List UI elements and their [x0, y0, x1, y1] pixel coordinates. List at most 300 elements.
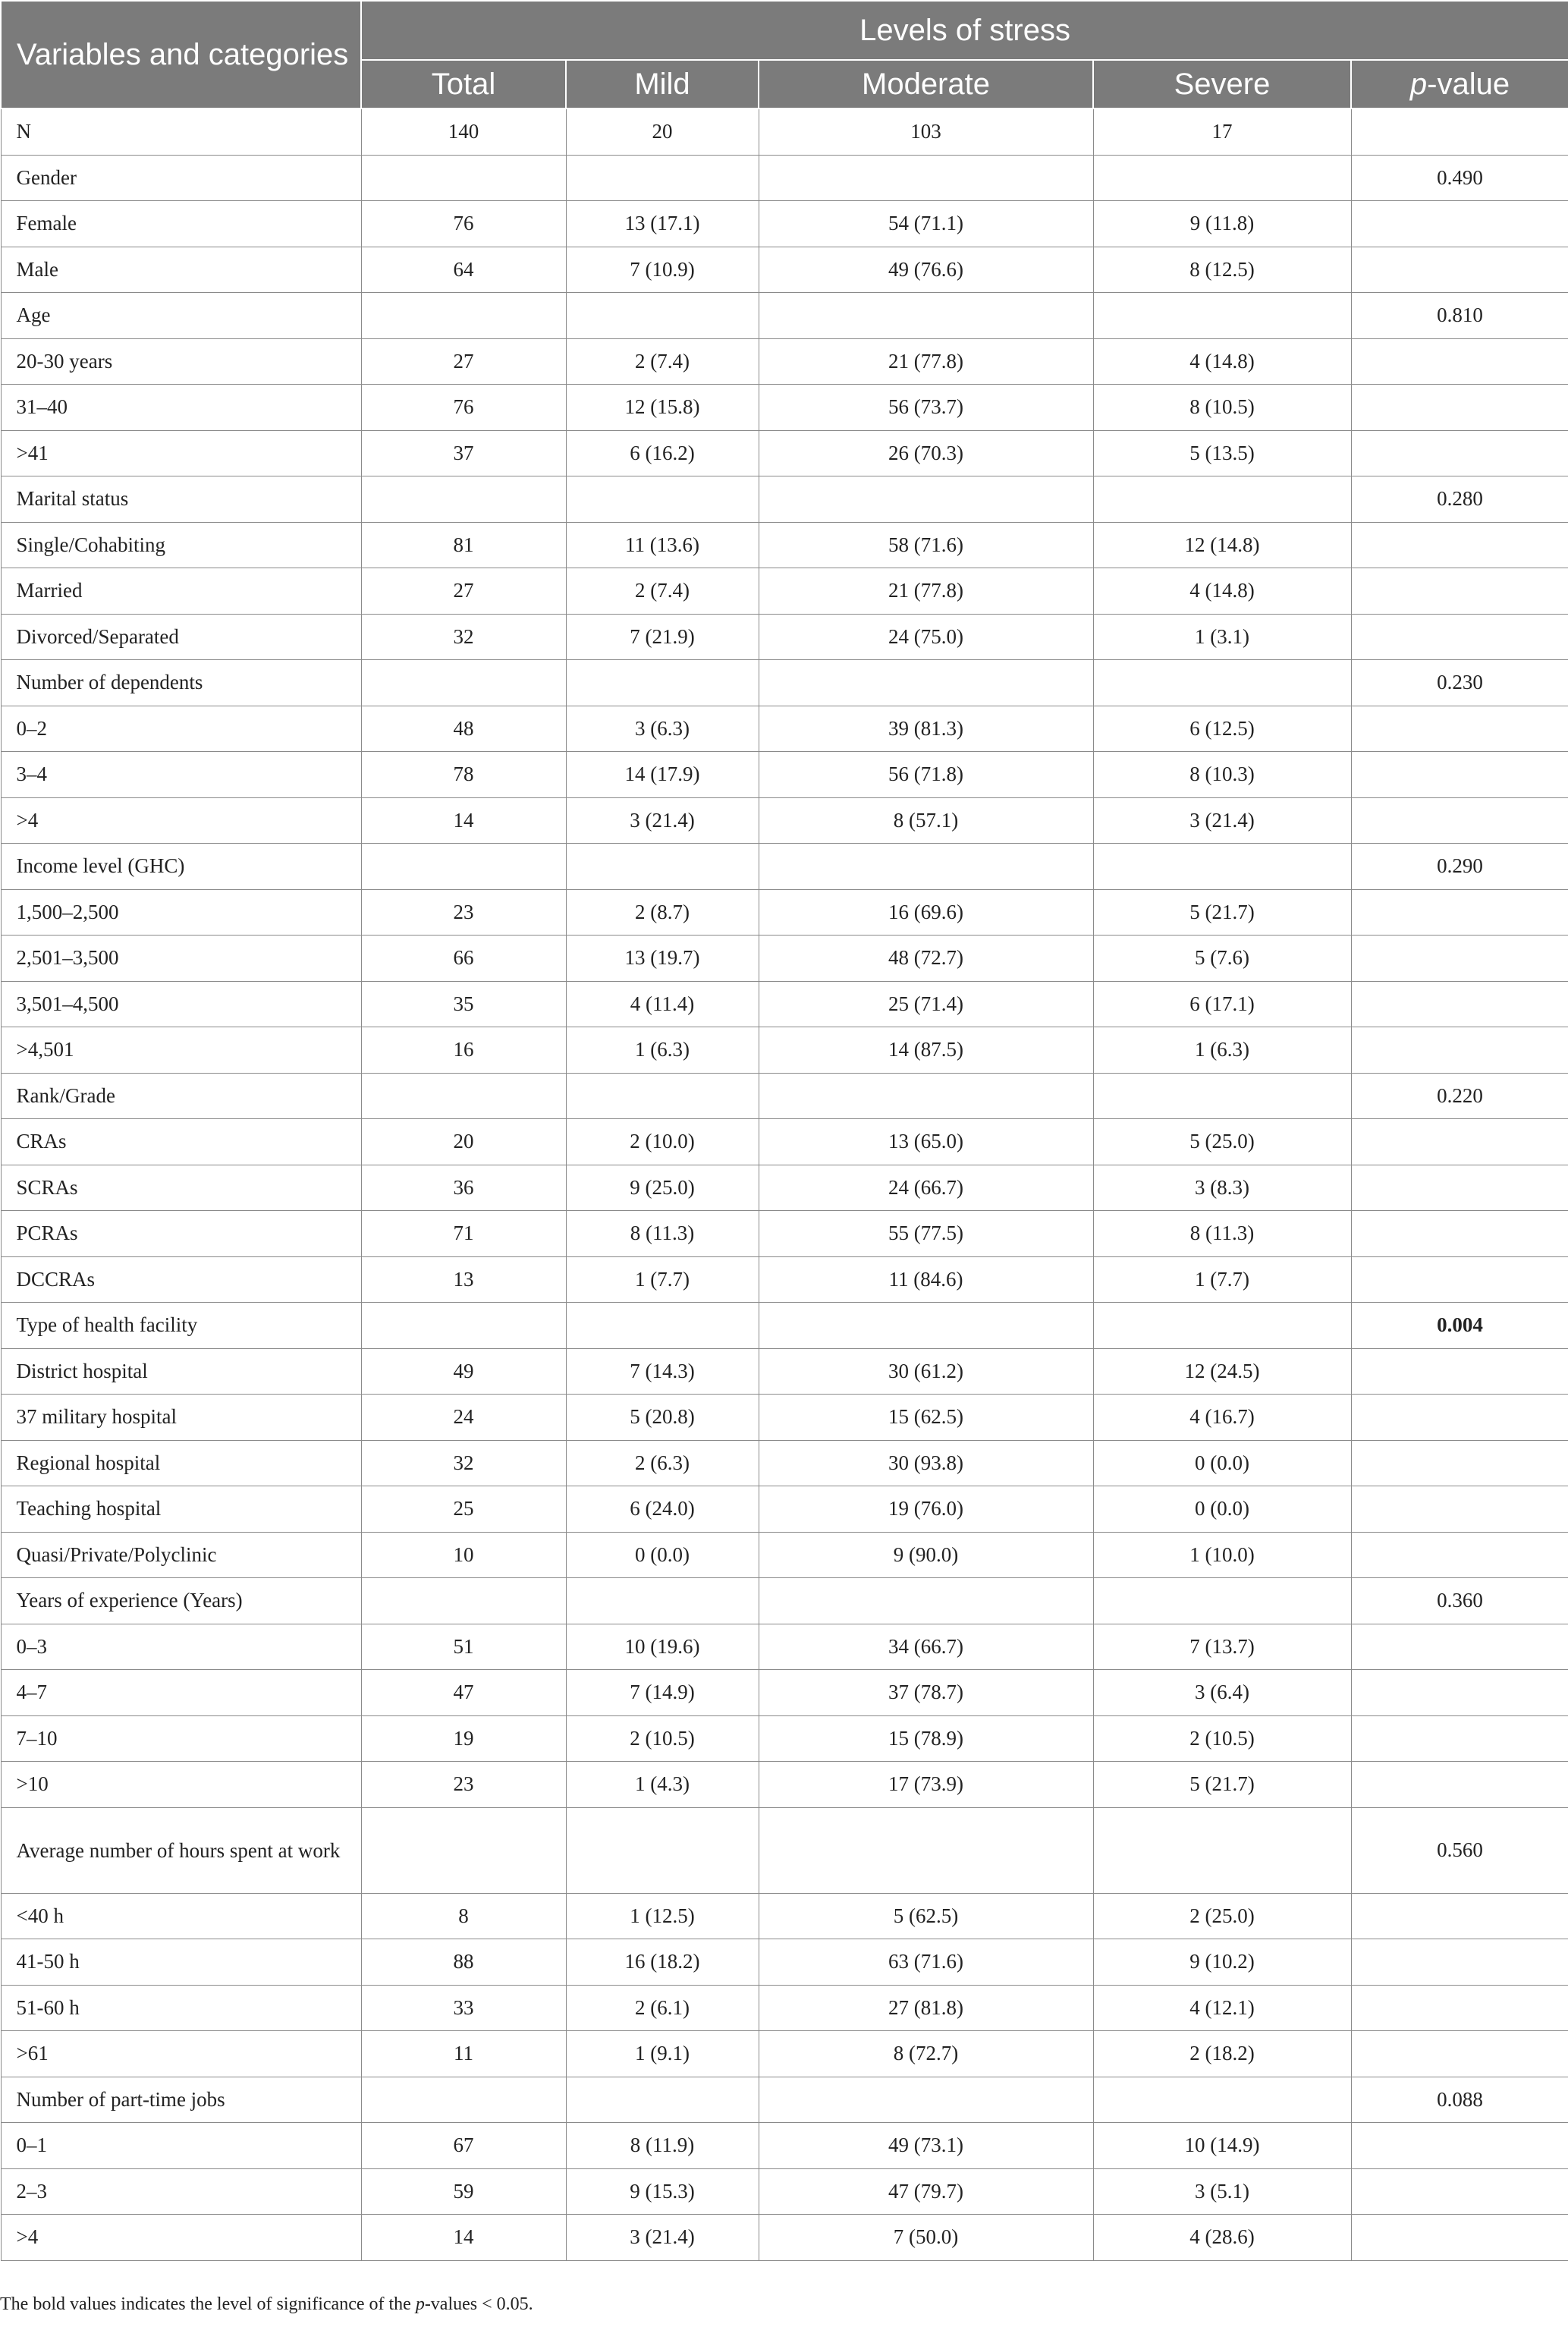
mild-cell: 3 (21.4)	[566, 797, 759, 844]
severe-cell: 9 (10.2)	[1093, 1939, 1351, 1986]
moderate-cell: 54 (71.1)	[759, 201, 1093, 247]
p-value-cell: 0.088	[1351, 2077, 1568, 2123]
p-value-cell: 0.360	[1351, 1578, 1568, 1624]
total-cell	[361, 476, 566, 523]
total-cell: 81	[361, 522, 566, 568]
moderate-cell	[759, 2077, 1093, 2123]
moderate-cell: 25 (71.4)	[759, 981, 1093, 1027]
row-label-cell: 4–7	[1, 1670, 361, 1716]
footnote-italic-p: p	[415, 2294, 425, 2314]
p-value-cell	[1351, 1715, 1568, 1762]
total-cell: 71	[361, 1211, 566, 1257]
moderate-cell: 27 (81.8)	[759, 1985, 1093, 2031]
table-row	[1, 2031, 1568, 2077]
total-cell	[361, 1578, 566, 1624]
p-value-cell	[1351, 889, 1568, 936]
table-row	[1, 1985, 1568, 2031]
total-cell: 49	[361, 1348, 566, 1395]
severe-cell: 7 (13.7)	[1093, 1624, 1351, 1670]
row-label-cell: Married	[1, 568, 361, 615]
total-cell	[361, 1807, 566, 1893]
severe-cell: 3 (21.4)	[1093, 797, 1351, 844]
mild-cell	[566, 1073, 759, 1119]
total-cell: 33	[361, 1985, 566, 2031]
moderate-cell: 11 (84.6)	[759, 1256, 1093, 1303]
mild-cell: 2 (10.0)	[566, 1119, 759, 1165]
mild-cell: 3 (21.4)	[566, 2215, 759, 2261]
moderate-cell	[759, 1807, 1093, 1893]
variables-column-header: Variables and categories	[1, 1, 361, 108]
mild-cell: 13 (19.7)	[566, 936, 759, 982]
p-value-cell	[1351, 385, 1568, 431]
severe-cell: 1 (10.0)	[1093, 1532, 1351, 1578]
moderate-cell: 34 (66.7)	[759, 1624, 1093, 1670]
severe-cell	[1093, 1807, 1351, 1893]
severe-cell: 4 (14.8)	[1093, 338, 1351, 385]
table-row	[1, 1119, 1568, 1165]
table-row	[1, 1532, 1568, 1578]
table-row	[1, 1807, 1568, 1893]
mild-cell: 2 (10.5)	[566, 1715, 759, 1762]
moderate-cell: 13 (65.0)	[759, 1119, 1093, 1165]
row-label-cell: Single/Cohabiting	[1, 522, 361, 568]
total-cell	[361, 1073, 566, 1119]
table-row	[1, 476, 1568, 523]
moderate-cell: 8 (57.1)	[759, 797, 1093, 844]
severe-cell	[1093, 844, 1351, 890]
table-row	[1, 1624, 1568, 1670]
moderate-cell	[759, 293, 1093, 339]
total-cell: 64	[361, 247, 566, 293]
total-cell: 8	[361, 1893, 566, 1939]
mild-cell: 0 (0.0)	[566, 1532, 759, 1578]
row-label-cell: 7–10	[1, 1715, 361, 1762]
severe-cell: 5 (13.5)	[1093, 430, 1351, 476]
table-row	[1, 2215, 1568, 2261]
severe-cell	[1093, 476, 1351, 523]
row-label-cell: 37 military hospital	[1, 1395, 361, 1441]
total-cell: 37	[361, 430, 566, 476]
table-row	[1, 2077, 1568, 2123]
mild-cell: 20	[566, 108, 759, 155]
table-row	[1, 660, 1568, 706]
row-label-cell: Average number of hours spent at work	[1, 1807, 361, 1893]
table-row	[1, 844, 1568, 890]
p-value-cell	[1351, 1762, 1568, 1808]
p-value-cell	[1351, 1532, 1568, 1578]
row-label-cell: Teaching hospital	[1, 1486, 361, 1533]
moderate-cell: 56 (71.8)	[759, 752, 1093, 798]
p-value-cell: 0.004	[1351, 1303, 1568, 1349]
p-value-cell: 0.220	[1351, 1073, 1568, 1119]
moderate-cell: 30 (61.2)	[759, 1348, 1093, 1395]
moderate-cell	[759, 476, 1093, 523]
stress-levels-group-header: Levels of stress	[361, 1, 1568, 60]
total-cell	[361, 293, 566, 339]
mild-cell: 2 (7.4)	[566, 568, 759, 615]
moderate-cell: 24 (66.7)	[759, 1165, 1093, 1211]
mild-cell: 9 (25.0)	[566, 1165, 759, 1211]
moderate-cell: 17 (73.9)	[759, 1762, 1093, 1808]
table-row	[1, 1303, 1568, 1349]
total-cell: 59	[361, 2168, 566, 2215]
severe-cell: 2 (10.5)	[1093, 1715, 1351, 1762]
total-cell: 48	[361, 706, 566, 752]
row-label-cell: Age	[1, 293, 361, 339]
mild-cell	[566, 476, 759, 523]
moderate-cell: 56 (73.7)	[759, 385, 1093, 431]
mild-cell: 4 (11.4)	[566, 981, 759, 1027]
total-cell	[361, 1303, 566, 1349]
severe-cell: 6 (12.5)	[1093, 706, 1351, 752]
mild-cell	[566, 1578, 759, 1624]
p-value-cell: 0.280	[1351, 476, 1568, 523]
p-value-cell	[1351, 752, 1568, 798]
table-row	[1, 1893, 1568, 1939]
severe-cell: 10 (14.9)	[1093, 2123, 1351, 2169]
moderate-cell: 21 (77.8)	[759, 568, 1093, 615]
p-value-cell	[1351, 2168, 1568, 2215]
mild-cell: 6 (16.2)	[566, 430, 759, 476]
severe-cell: 8 (10.3)	[1093, 752, 1351, 798]
p-value-cell	[1351, 1395, 1568, 1441]
total-cell: 27	[361, 338, 566, 385]
severe-cell	[1093, 1073, 1351, 1119]
total-cell: 25	[361, 1486, 566, 1533]
moderate-cell: 26 (70.3)	[759, 430, 1093, 476]
table-row	[1, 1578, 1568, 1624]
moderate-cell: 19 (76.0)	[759, 1486, 1093, 1533]
p-value-cell: 0.230	[1351, 660, 1568, 706]
severe-cell: 12 (14.8)	[1093, 522, 1351, 568]
mild-cell	[566, 2077, 759, 2123]
moderate-cell	[759, 1073, 1093, 1119]
p-value-cell	[1351, 614, 1568, 660]
row-label-cell: >41	[1, 430, 361, 476]
severe-cell: 4 (16.7)	[1093, 1395, 1351, 1441]
severe-cell: 12 (24.5)	[1093, 1348, 1351, 1395]
row-label-cell: 1,500–2,500	[1, 889, 361, 936]
mild-cell: 2 (6.1)	[566, 1985, 759, 2031]
severe-cell: 3 (5.1)	[1093, 2168, 1351, 2215]
mild-cell: 1 (6.3)	[566, 1027, 759, 1074]
moderate-cell	[759, 155, 1093, 201]
table-footnote	[0, 2294, 533, 2315]
row-label-cell: 0–1	[1, 2123, 361, 2169]
table-row	[1, 889, 1568, 936]
mild-cell	[566, 844, 759, 890]
row-label-cell: Number of dependents	[1, 660, 361, 706]
total-cell: 66	[361, 936, 566, 982]
severe-cell: 5 (25.0)	[1093, 1119, 1351, 1165]
table-row	[1, 1165, 1568, 1211]
total-cell: 67	[361, 2123, 566, 2169]
total-cell: 11	[361, 2031, 566, 2077]
severe-cell: 9 (11.8)	[1093, 201, 1351, 247]
moderate-column-header: Moderate	[759, 60, 1093, 108]
mild-column-header: Mild	[566, 60, 759, 108]
p-value-cell	[1351, 1440, 1568, 1486]
moderate-cell	[759, 844, 1093, 890]
mild-cell: 13 (17.1)	[566, 201, 759, 247]
mild-cell: 7 (14.9)	[566, 1670, 759, 1716]
p-value-cell	[1351, 1027, 1568, 1074]
p-value-cell	[1351, 522, 1568, 568]
mild-cell: 2 (6.3)	[566, 1440, 759, 1486]
row-label-cell: 3,501–4,500	[1, 981, 361, 1027]
table-header	[1, 1, 1568, 108]
moderate-cell: 9 (90.0)	[759, 1532, 1093, 1578]
severe-cell: 0 (0.0)	[1093, 1440, 1351, 1486]
total-cell: 20	[361, 1119, 566, 1165]
moderate-cell: 49 (73.1)	[759, 2123, 1093, 2169]
total-cell: 47	[361, 1670, 566, 1716]
table-row	[1, 2123, 1568, 2169]
total-cell: 140	[361, 108, 566, 155]
footnote-text-end: -values < 0.05.	[424, 2294, 533, 2314]
mild-cell: 1 (9.1)	[566, 2031, 759, 2077]
table-row	[1, 936, 1568, 982]
p-value-cell	[1351, 1256, 1568, 1303]
mild-cell: 1 (12.5)	[566, 1893, 759, 1939]
p-value-cell	[1351, 1670, 1568, 1716]
total-cell: 24	[361, 1395, 566, 1441]
p-value-cell	[1351, 1985, 1568, 2031]
row-label-cell: 20-30 years	[1, 338, 361, 385]
moderate-cell: 5 (62.5)	[759, 1893, 1093, 1939]
table-row	[1, 1256, 1568, 1303]
table-row	[1, 568, 1568, 615]
moderate-cell: 37 (78.7)	[759, 1670, 1093, 1716]
total-cell: 27	[361, 568, 566, 615]
moderate-cell: 8 (72.7)	[759, 2031, 1093, 2077]
severe-cell: 6 (17.1)	[1093, 981, 1351, 1027]
severe-cell: 5 (7.6)	[1093, 936, 1351, 982]
table-row	[1, 108, 1568, 155]
row-label-cell: N	[1, 108, 361, 155]
severe-cell: 2 (25.0)	[1093, 1893, 1351, 1939]
mild-cell: 11 (13.6)	[566, 522, 759, 568]
p-value-header-italic: p	[1409, 67, 1428, 101]
row-label-cell: Years of experience (Years)	[1, 1578, 361, 1624]
table-row	[1, 155, 1568, 201]
table-row	[1, 614, 1568, 660]
total-cell: 35	[361, 981, 566, 1027]
row-label-cell: >4	[1, 797, 361, 844]
table-row	[1, 1670, 1568, 1716]
mild-cell	[566, 293, 759, 339]
moderate-cell: 47 (79.7)	[759, 2168, 1093, 2215]
total-cell: 36	[361, 1165, 566, 1211]
moderate-cell: 49 (76.6)	[759, 247, 1093, 293]
moderate-cell: 58 (71.6)	[759, 522, 1093, 568]
p-value-column-header	[1351, 60, 1568, 108]
moderate-cell: 39 (81.3)	[759, 706, 1093, 752]
row-label-cell: Divorced/Separated	[1, 614, 361, 660]
mild-cell: 2 (7.4)	[566, 338, 759, 385]
table-row	[1, 522, 1568, 568]
severe-cell: 8 (11.3)	[1093, 1211, 1351, 1257]
total-column-header: Total	[361, 60, 566, 108]
severe-cell: 3 (6.4)	[1093, 1670, 1351, 1716]
row-label-cell: 51-60 h	[1, 1985, 361, 2031]
moderate-cell: 30 (93.8)	[759, 1440, 1093, 1486]
row-label-cell: >4	[1, 2215, 361, 2261]
moderate-cell: 48 (72.7)	[759, 936, 1093, 982]
severe-cell: 1 (7.7)	[1093, 1256, 1351, 1303]
severe-cell	[1093, 2077, 1351, 2123]
severe-cell: 4 (14.8)	[1093, 568, 1351, 615]
p-value-cell: 0.810	[1351, 293, 1568, 339]
row-label-cell: 0–3	[1, 1624, 361, 1670]
mild-cell: 8 (11.9)	[566, 2123, 759, 2169]
table-row	[1, 1073, 1568, 1119]
moderate-cell: 21 (77.8)	[759, 338, 1093, 385]
severe-cell: 4 (28.6)	[1093, 2215, 1351, 2261]
table-row	[1, 2168, 1568, 2215]
total-cell	[361, 155, 566, 201]
total-cell	[361, 2077, 566, 2123]
table-body	[1, 108, 1568, 2260]
moderate-cell: 24 (75.0)	[759, 614, 1093, 660]
p-value-cell	[1351, 936, 1568, 982]
table-row	[1, 1211, 1568, 1257]
row-label-cell: Regional hospital	[1, 1440, 361, 1486]
moderate-cell	[759, 660, 1093, 706]
total-cell: 16	[361, 1027, 566, 1074]
p-value-cell	[1351, 706, 1568, 752]
moderate-cell	[759, 1578, 1093, 1624]
row-label-cell: CRAs	[1, 1119, 361, 1165]
total-cell: 23	[361, 889, 566, 936]
p-value-cell	[1351, 2031, 1568, 2077]
total-cell: 10	[361, 1532, 566, 1578]
total-cell: 76	[361, 385, 566, 431]
row-label-cell: Type of health facility	[1, 1303, 361, 1349]
row-label-cell: >4,501	[1, 1027, 361, 1074]
table-row	[1, 1395, 1568, 1441]
severe-cell: 5 (21.7)	[1093, 889, 1351, 936]
p-value-cell	[1351, 1939, 1568, 1986]
row-label-cell: >10	[1, 1762, 361, 1808]
p-value-cell	[1351, 1165, 1568, 1211]
table-row	[1, 1440, 1568, 1486]
p-value-cell	[1351, 1893, 1568, 1939]
p-value-cell	[1351, 1624, 1568, 1670]
p-value-cell	[1351, 1211, 1568, 1257]
table-row	[1, 1939, 1568, 1986]
severe-cell: 17	[1093, 108, 1351, 155]
p-value-cell: 0.290	[1351, 844, 1568, 890]
mild-cell: 8 (11.3)	[566, 1211, 759, 1257]
moderate-cell	[759, 1303, 1093, 1349]
p-value-cell	[1351, 108, 1568, 155]
row-label-cell: Number of part-time jobs	[1, 2077, 361, 2123]
row-label-cell: Rank/Grade	[1, 1073, 361, 1119]
moderate-cell: 15 (62.5)	[759, 1395, 1093, 1441]
moderate-cell: 16 (69.6)	[759, 889, 1093, 936]
p-value-cell	[1351, 201, 1568, 247]
total-cell: 32	[361, 1440, 566, 1486]
table-row	[1, 797, 1568, 844]
total-cell: 13	[361, 1256, 566, 1303]
p-value-cell: 0.490	[1351, 155, 1568, 201]
severe-cell	[1093, 155, 1351, 201]
table-row	[1, 430, 1568, 476]
moderate-cell: 14 (87.5)	[759, 1027, 1093, 1074]
row-label-cell: Marital status	[1, 476, 361, 523]
severe-cell	[1093, 1303, 1351, 1349]
mild-cell	[566, 1807, 759, 1893]
total-cell: 14	[361, 2215, 566, 2261]
severe-cell	[1093, 660, 1351, 706]
p-value-cell	[1351, 981, 1568, 1027]
mild-cell: 12 (15.8)	[566, 385, 759, 431]
table-row	[1, 1715, 1568, 1762]
severe-cell: 5 (21.7)	[1093, 1762, 1351, 1808]
severe-cell: 2 (18.2)	[1093, 2031, 1351, 2077]
row-label-cell: 2,501–3,500	[1, 936, 361, 982]
table-row	[1, 201, 1568, 247]
p-value-cell	[1351, 338, 1568, 385]
severe-cell: 0 (0.0)	[1093, 1486, 1351, 1533]
row-label-cell: <40 h	[1, 1893, 361, 1939]
total-cell: 14	[361, 797, 566, 844]
p-value-cell	[1351, 247, 1568, 293]
row-label-cell: Income level (GHC)	[1, 844, 361, 890]
total-cell	[361, 844, 566, 890]
severe-cell: 1 (3.1)	[1093, 614, 1351, 660]
mild-cell: 14 (17.9)	[566, 752, 759, 798]
total-cell: 51	[361, 1624, 566, 1670]
table-row	[1, 706, 1568, 752]
mild-cell: 10 (19.6)	[566, 1624, 759, 1670]
row-label-cell: 31–40	[1, 385, 361, 431]
p-value-cell	[1351, 2123, 1568, 2169]
mild-cell: 2 (8.7)	[566, 889, 759, 936]
row-label-cell: >61	[1, 2031, 361, 2077]
moderate-cell: 63 (71.6)	[759, 1939, 1093, 1986]
severe-cell: 8 (12.5)	[1093, 247, 1351, 293]
p-value-cell	[1351, 430, 1568, 476]
severe-cell	[1093, 1578, 1351, 1624]
row-label-cell: SCRAs	[1, 1165, 361, 1211]
mild-cell: 9 (15.3)	[566, 2168, 759, 2215]
row-label-cell: Female	[1, 201, 361, 247]
table-row	[1, 1486, 1568, 1533]
p-value-cell	[1351, 2215, 1568, 2261]
mild-cell: 16 (18.2)	[566, 1939, 759, 1986]
moderate-cell: 103	[759, 108, 1093, 155]
table-row	[1, 385, 1568, 431]
row-label-cell: 41-50 h	[1, 1939, 361, 1986]
mild-cell: 1 (4.3)	[566, 1762, 759, 1808]
severe-cell: 3 (8.3)	[1093, 1165, 1351, 1211]
p-value-cell	[1351, 1119, 1568, 1165]
p-value-header-suffix: -value	[1427, 67, 1510, 101]
moderate-cell: 15 (78.9)	[759, 1715, 1093, 1762]
mild-cell: 5 (20.8)	[566, 1395, 759, 1441]
total-cell: 32	[361, 614, 566, 660]
moderate-cell: 55 (77.5)	[759, 1211, 1093, 1257]
mild-cell: 6 (24.0)	[566, 1486, 759, 1533]
severe-cell	[1093, 293, 1351, 339]
moderate-cell: 7 (50.0)	[759, 2215, 1093, 2261]
p-value-cell	[1351, 1348, 1568, 1395]
total-cell	[361, 660, 566, 706]
table-row	[1, 247, 1568, 293]
mild-cell: 7 (14.3)	[566, 1348, 759, 1395]
